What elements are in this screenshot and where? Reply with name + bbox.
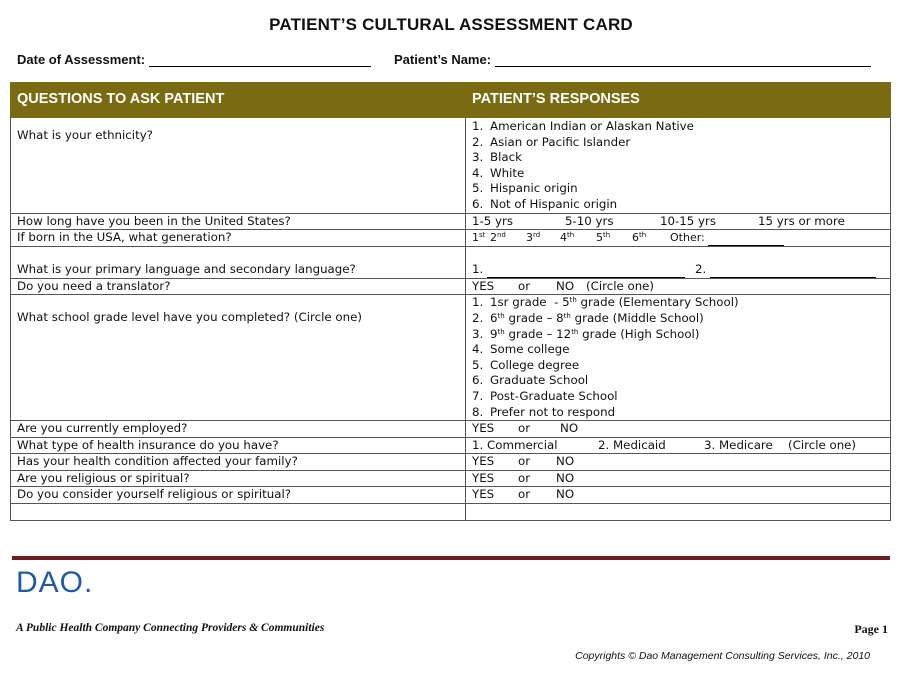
- assessment-table: [10, 82, 891, 521]
- table-row: [11, 246, 891, 278]
- patient-name-label: Patient’s Name:: [394, 52, 492, 67]
- list-item[interactable]: 2. Asian or Pacific Islander: [472, 134, 631, 149]
- question-years-us: How long have you been in the United States?: [11, 213, 466, 230]
- religious-options: YES or NO: [466, 470, 891, 487]
- question-consider-religious: Do you consider yourself religious or spiritual?: [11, 487, 466, 504]
- insurance-options: 1. Commercial 2. Medicaid 3. Medicare (Circle one): [466, 437, 891, 454]
- copyright-notice: Copyrights © Dao Management Consulting Services, Inc., 2010: [575, 650, 870, 662]
- table-row: [11, 437, 891, 454]
- patient-name-field[interactable]: [495, 54, 871, 67]
- primary-language-field[interactable]: [487, 266, 685, 278]
- list-item[interactable]: 1. American Indian or Alaskan Native: [472, 119, 694, 133]
- question-grade: What school grade level have you completed? (Circle one): [17, 310, 362, 325]
- table-row: [11, 421, 891, 438]
- list-item[interactable]: 5. College degree: [472, 357, 580, 372]
- dao-logo: DAO.: [16, 566, 94, 599]
- date-of-assessment-row: [17, 52, 371, 67]
- employed-options: YES or NO: [466, 421, 891, 438]
- table-row: [11, 278, 891, 295]
- ethnicity-options: [472, 119, 884, 213]
- question-insurance: What type of health insurance do you have?: [11, 437, 466, 454]
- table-row: [11, 454, 891, 471]
- question-family: Has your health condition affected your family?: [11, 454, 466, 471]
- question-translator: Do you need a translator?: [11, 278, 466, 295]
- list-item[interactable]: 1. 1sr grade - 5th grade (Elementary School): [472, 295, 739, 310]
- table-row: [11, 504, 891, 521]
- table-row: [11, 470, 891, 487]
- question-generation: If born in the USA, what generation?: [11, 230, 466, 247]
- list-item[interactable]: 2. 6th grade – 8th grade (Middle School): [472, 310, 704, 325]
- question-religious: Are you religious or spiritual?: [11, 470, 466, 487]
- family-options: YES or NO: [466, 454, 891, 471]
- grade-options: [472, 295, 884, 420]
- table-row: [11, 118, 891, 214]
- list-item[interactable]: 3. 9th grade – 12th grade (High School): [472, 326, 700, 341]
- date-label: Date of Assessment:: [17, 52, 146, 67]
- table-row: [11, 487, 891, 504]
- consider-options: YES or NO: [466, 487, 891, 504]
- generation-options: 1st 2nd 3rd 4th 5th 6th Other:: [466, 230, 891, 247]
- page-number: Page 1: [854, 622, 888, 636]
- empty-cell: [466, 504, 891, 521]
- secondary-language-field[interactable]: [710, 266, 876, 278]
- footer-tagline: A Public Health Company Connecting Providers & Communities: [16, 622, 325, 634]
- responses-header: PATIENT’S RESPONSES: [466, 83, 891, 118]
- table-row: [11, 213, 891, 230]
- table-row: [11, 295, 891, 421]
- footer-divider: [12, 556, 890, 560]
- page-title: PATIENT’S CULTURAL ASSESSMENT CARD: [269, 15, 633, 34]
- generation-other-field[interactable]: [708, 234, 784, 246]
- list-item[interactable]: 6. Graduate School: [472, 373, 589, 388]
- translator-options: YES or NO (Circle one): [466, 278, 891, 295]
- list-item[interactable]: 7. Post-Graduate School: [472, 388, 618, 403]
- list-item[interactable]: 4. White: [472, 165, 525, 180]
- list-item[interactable]: 6. Not of Hispanic origin: [472, 196, 618, 211]
- years-options: 1-5 yrs 5-10 yrs 10-15 yrs 15 yrs or more: [466, 213, 891, 230]
- list-item[interactable]: 4. Some college: [472, 342, 570, 357]
- language-fields: 1. 2.: [466, 246, 891, 278]
- questions-header: QUESTIONS TO ASK PATIENT: [11, 83, 466, 118]
- table-row: [11, 230, 891, 247]
- table-header-row: [11, 83, 891, 118]
- list-item[interactable]: 8. Prefer not to respond: [472, 404, 616, 419]
- question-ethnicity: What is your ethnicity?: [17, 128, 153, 142]
- empty-cell: [11, 504, 466, 521]
- date-field[interactable]: [149, 54, 371, 67]
- question-employed: Are you currently employed?: [11, 421, 466, 438]
- list-item[interactable]: 5. Hispanic origin: [472, 181, 578, 196]
- question-language: What is your primary language and secondary language?: [11, 246, 466, 278]
- list-item[interactable]: 3. Black: [472, 150, 522, 165]
- patient-name-row: [394, 52, 871, 67]
